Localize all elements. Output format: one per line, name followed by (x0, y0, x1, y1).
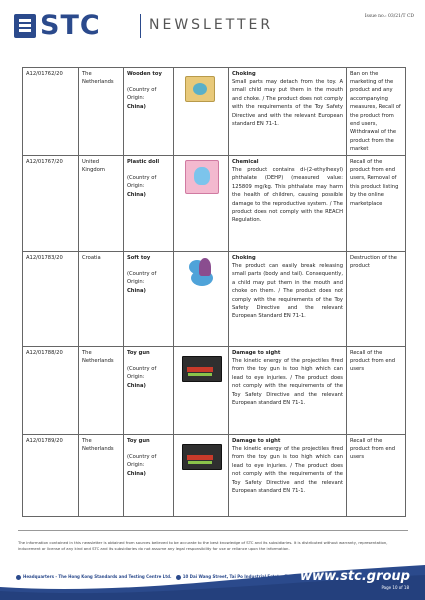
country-cell: The Netherlands (79, 68, 124, 156)
disclaimer-text: The information contained in this newsletter is obtained from sources believed to be accurate to the best knowledge of STC and its subsidiaries. It is distributed without warranty, representation, inducement or license of any kind and STC and its subsidiaries do not assume any legal responsibility for use or reliance upon the information. (18, 540, 388, 551)
country-cell: Croatia (79, 252, 124, 347)
risk-cell (229, 435, 347, 517)
origin-value: China) (127, 103, 146, 110)
origin-label: (Country of Origin: (127, 270, 157, 286)
footer-divider (18, 530, 408, 531)
measures-cell: Recall of the product from end users, Removal of this product listing by the online marketplace (347, 156, 406, 252)
toy-gun-photo (181, 439, 221, 475)
newsletter-title: NEWSLETTER (149, 17, 274, 33)
origin-value: China) (127, 191, 146, 198)
origin-label: (Country of Origin: (127, 453, 157, 469)
origin-label: (Country of Origin: (127, 86, 157, 102)
page-number: Page 10 of 18 (381, 585, 409, 590)
country-cell: The Netherlands (79, 347, 124, 435)
product-cell (124, 435, 174, 517)
product-name: Toy gun (127, 437, 150, 444)
reference-cell: A12/01767/20 (23, 156, 79, 252)
image-cell (174, 156, 229, 252)
image-cell (174, 252, 229, 347)
risk-title: Damage to sight (232, 437, 281, 444)
website-link[interactable]: www.stc.group (300, 569, 410, 584)
risk-text: The product contains di-(2-ethylhexyl) phthalate (DEHP) (measured value: 125809 mg/kg. This phthalate may harm the health of children, causing possible damage to the reproductive system. / The product does not comply with the REACH Regulation. (232, 166, 343, 224)
stc-logo-icon (14, 14, 36, 38)
recall-table (22, 67, 406, 517)
measures-cell: Destruction of the product (347, 252, 406, 347)
product-cell (124, 68, 174, 156)
page-footer (0, 565, 425, 600)
image-cell (174, 68, 229, 156)
origin-value: China) (127, 287, 146, 294)
table-row (23, 68, 406, 156)
location-pin-icon (176, 575, 181, 580)
origin-label: (Country of Origin: (127, 365, 157, 381)
logo-text: STC (40, 10, 101, 41)
origin-value: China) (127, 470, 146, 477)
product-cell (124, 252, 174, 347)
soft-toy-photo (181, 256, 221, 318)
image-cell (174, 347, 229, 435)
risk-cell (229, 252, 347, 347)
hq-name: Headquarters - The Hong Kong Standards and Testing Centre Ltd. (23, 574, 172, 579)
table-row (23, 435, 406, 517)
reference-cell: A12/01789/20 (23, 435, 79, 517)
product-name: Wooden toy (127, 70, 162, 77)
header-divider (140, 14, 141, 38)
risk-cell (229, 156, 347, 252)
product-cell (124, 347, 174, 435)
risk-cell (229, 347, 347, 435)
toy-gun-photo (181, 351, 221, 387)
table-row (23, 156, 406, 252)
plastic-doll-photo (181, 160, 221, 196)
product-name: Soft toy (127, 254, 151, 261)
image-cell (174, 435, 229, 517)
origin-label: (Country of Origin: (127, 174, 157, 190)
building-icon (16, 575, 21, 580)
measures-cell: Ban on the marketing of the product and any accompanying measures, Recall of the product from end users, Withdrawal of the product from the market (347, 68, 406, 156)
reference-cell: A12/01788/20 (23, 347, 79, 435)
origin-value: China) (127, 382, 146, 389)
measures-cell: Recall of the product from end users (347, 347, 406, 435)
measures-cell: Recall of the product from end users (347, 435, 406, 517)
footer-address (16, 574, 337, 580)
risk-title: Choking (232, 70, 256, 77)
risk-text: Small parts may detach from the toy. A small child may put them in the mouth and choke. / The product does not comply with the requirements of the Toy Safety Directive and with the relevant European standard EN 71-1. (232, 78, 343, 127)
country-cell: United Kingdom (79, 156, 124, 252)
issue-number: Issue no.: 03/21/T CD (364, 14, 414, 19)
product-cell (124, 156, 174, 252)
country-cell: The Netherlands (79, 435, 124, 517)
hq-address: 10 Dai Wang Street, Tai Po Industrial Estate, Tai Po, N.T., Hong Kong (182, 574, 338, 579)
risk-text: The kinetic energy of the projectiles fired from the toy gun is too high which can lead to eye injuries. / The product does not comply with the requirements of the Toy Safety Directive and the relevant European standard EN 71-1. (232, 445, 343, 494)
reference-cell: A12/01762/20 (23, 68, 79, 156)
risk-title: Chemical (232, 158, 259, 165)
table-row (23, 347, 406, 435)
product-name: Toy gun (127, 349, 150, 356)
risk-text: The product can easily break releasing small parts (body and tail). Consequently, a child may put them in the mouth and choke on them. / The product does not comply with the requirements of the Toy Safety Directive and the relevant European Standard EN 71-1. (232, 262, 343, 320)
product-name: Plastic doll (127, 158, 160, 165)
wooden-toy-photo (181, 72, 221, 108)
risk-title: Damage to sight (232, 349, 281, 356)
reference-cell: A12/01783/20 (23, 252, 79, 347)
page-header (14, 12, 414, 44)
risk-cell (229, 68, 347, 156)
risk-title: Choking (232, 254, 256, 261)
table-row (23, 252, 406, 347)
risk-text: The kinetic energy of the projectiles fired from the toy gun is too high which can lead to eye injuries. / The product does not comply with the requirements of the Toy Safety Directive and the relevant European standard EN 71-1. (232, 357, 343, 406)
